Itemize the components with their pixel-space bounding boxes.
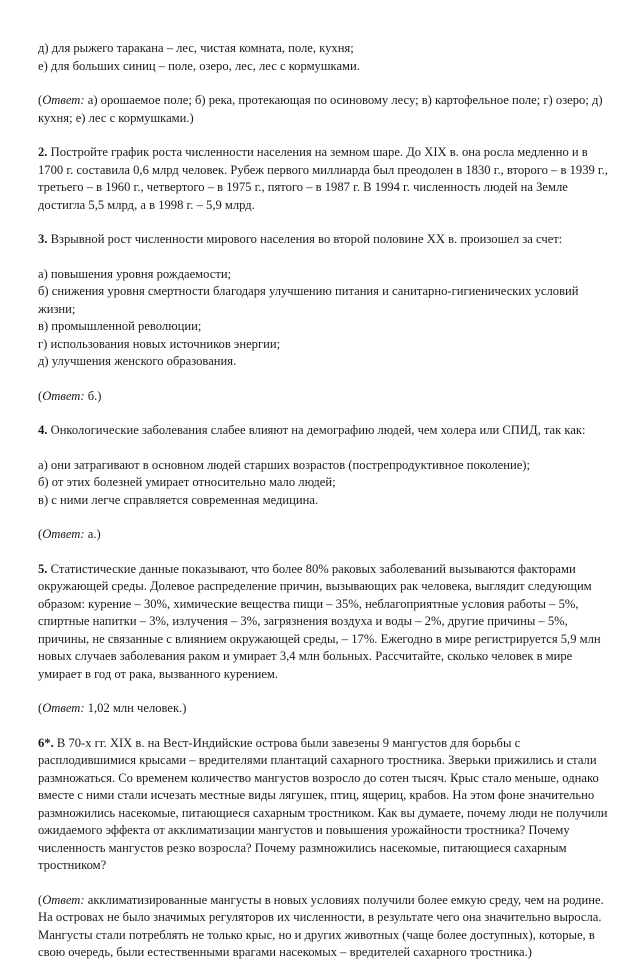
option-e: д) улучшения женского образования. (38, 354, 237, 368)
answer-text: 1,02 млн человек.) (84, 701, 187, 715)
option-a: а) повышения уровня рождаемости; (38, 266, 232, 281)
answer-text: а) орошаемое поле; б) река, протекающая по осиновому лесу; в) картофельное поле; г) озеро; д) кухня; е) лес с кормушками.) (38, 93, 603, 125)
option-c: в) промышленной революции; (38, 319, 202, 333)
answer-text: б.) (84, 388, 102, 403)
question-text: Постройте график роста численности населения на земном шаре. До XIX в. она росла медленно и в 1700 г. составила 0,6 млрд человек. Рубеж первого миллиарда был преодолен в 1830 г., второго – в 1939 г., третьего – в 1960 г., четвертого – в 1975 г., пятого – в 1987 г. В 1994 г. численность людей на Земле достигла 5,5 млрд, а в 1998 г. – 5,9 млрд. (38, 145, 608, 212)
question-text: В 70-х гг. XIX в. на Вест-Индийские острова были завезены 9 мангустов для борьбы с расплодившимися крысами – вредителями плантаций сахарного тростника. Зверьки прижились и стали размножаться. Со временем количество мангустов возросло до сотен тысяч. Крыс стало меньше, однако вместе с ними стали исчезать местные виды лягушек, птиц, ящериц, крабов. На этом фоне значительно размножились насекомые, питающиеся сахарным тростником. Как вы думаете, почему люди не получили ожидаемого эффекта от акклиматизации мангустов и повышения урожайности тростника? Почему численность мангустов резко возросла? Почему размножились насекомые, питающиеся сахарным тростником? (38, 735, 608, 872)
option-a: а) они затрагивают в основном людей старших возрастов (пострепродуктивное поколение); (38, 457, 530, 472)
intro-line-e: е) для больших синиц – поле, озеро, лес, лес с кормушками. (38, 58, 360, 73)
answer-label: Ответ: (42, 388, 85, 403)
answer-label: Ответ: (42, 892, 85, 907)
question-number: 4. (38, 423, 48, 437)
question-2 (38, 144, 608, 214)
answer-text: акклиматизированные мангусты в новых условиях получили более емкую среду, чем на родине. На островах не было значимых регуляторов их численности, в результате чего она значительно выросла. Мангусты стали потреблять не только крыс, но и других животных (чаще более доступных), которые, в свою очередь, были естественными врагами насекомых – вредителей сахарного тростника.) (38, 892, 604, 959)
document-page (38, 40, 608, 962)
question-3 (38, 231, 608, 249)
question-number: 6*. (38, 735, 54, 750)
answer-label: Ответ: (42, 701, 85, 715)
option-b: б) снижения уровня смертности благодаря улучшению питания и санитарно-гигиенических условий жизни; (38, 284, 579, 316)
option-d: г) использования новых источников энергии; (38, 336, 281, 351)
answer-5: (Ответ: 1,02 млн человек.) (38, 701, 187, 715)
option-c: в) с ними легче справляется современная медицина. (38, 492, 319, 507)
answer-text: а.) (84, 527, 101, 541)
question-4 (38, 422, 608, 440)
intro-line-d: д) для рыжего таракана – лес, чистая комната, поле, кухня; (38, 41, 354, 55)
answer-4: (Ответ: а.) (38, 527, 101, 541)
question-5 (38, 561, 608, 684)
question-number: 3. (38, 232, 48, 246)
question-text: Статистические данные показывают, что более 80% раковых заболеваний вызываются факторами окружающей среды. Долевое распределение причин, вызывающих рак человека, выглядит следующим образом: курение – 30%, химические вещества пищи – 35%, неблагоприятные условия работы – 5%, спиртные напитки – 3%, излучения – 3%, загрязнения воздуха и воды – 2%, другие причины – 5%, причины, не связанные с влиянием окружающей среды, – 17%. Ежегодно в мире регистрируется 5,9 млн новых случаев заболевания раком и умирает 3,4 млн больных. Рассчитайте, сколько человек в мире умирает в год от рака, вызванного курением. (38, 561, 601, 681)
option-b: б) от этих болезней умирает относительно мало людей; (38, 475, 336, 489)
question-text: Онкологические заболевания слабее влияют на демографию людей, чем холера или СПИД, так как: (47, 423, 586, 437)
answer-label: Ответ: (42, 527, 85, 541)
answer-6: (Ответ: акклиматизированные мангусты в новых условиях получили более емкую среду, чем на родине. На островах не было значимых регуляторов их численности, в результате чего она значительно выросла. Мангусты стали потреблять не только крыс, но и других животных (чаще более доступных), которые, в свою очередь, были естественными врагами насекомых – вредителей сахарного тростника.) (38, 892, 604, 959)
answer-3: (Ответ: б.) (38, 388, 102, 403)
question-text: Взрывной рост численности мирового населения во второй половине XX в. произошел за счет: (47, 232, 563, 246)
question-6 (38, 735, 608, 875)
question-number: 5. (38, 561, 48, 576)
answer-1: (Ответ: а) орошаемое поле; б) река, протекающая по осиновому лесу; в) картофельное поле; г) озеро; д) кухня; е) лес с кормушками.) (38, 93, 603, 125)
answer-label: Ответ: (42, 93, 85, 107)
question-number: 2. (38, 145, 48, 159)
